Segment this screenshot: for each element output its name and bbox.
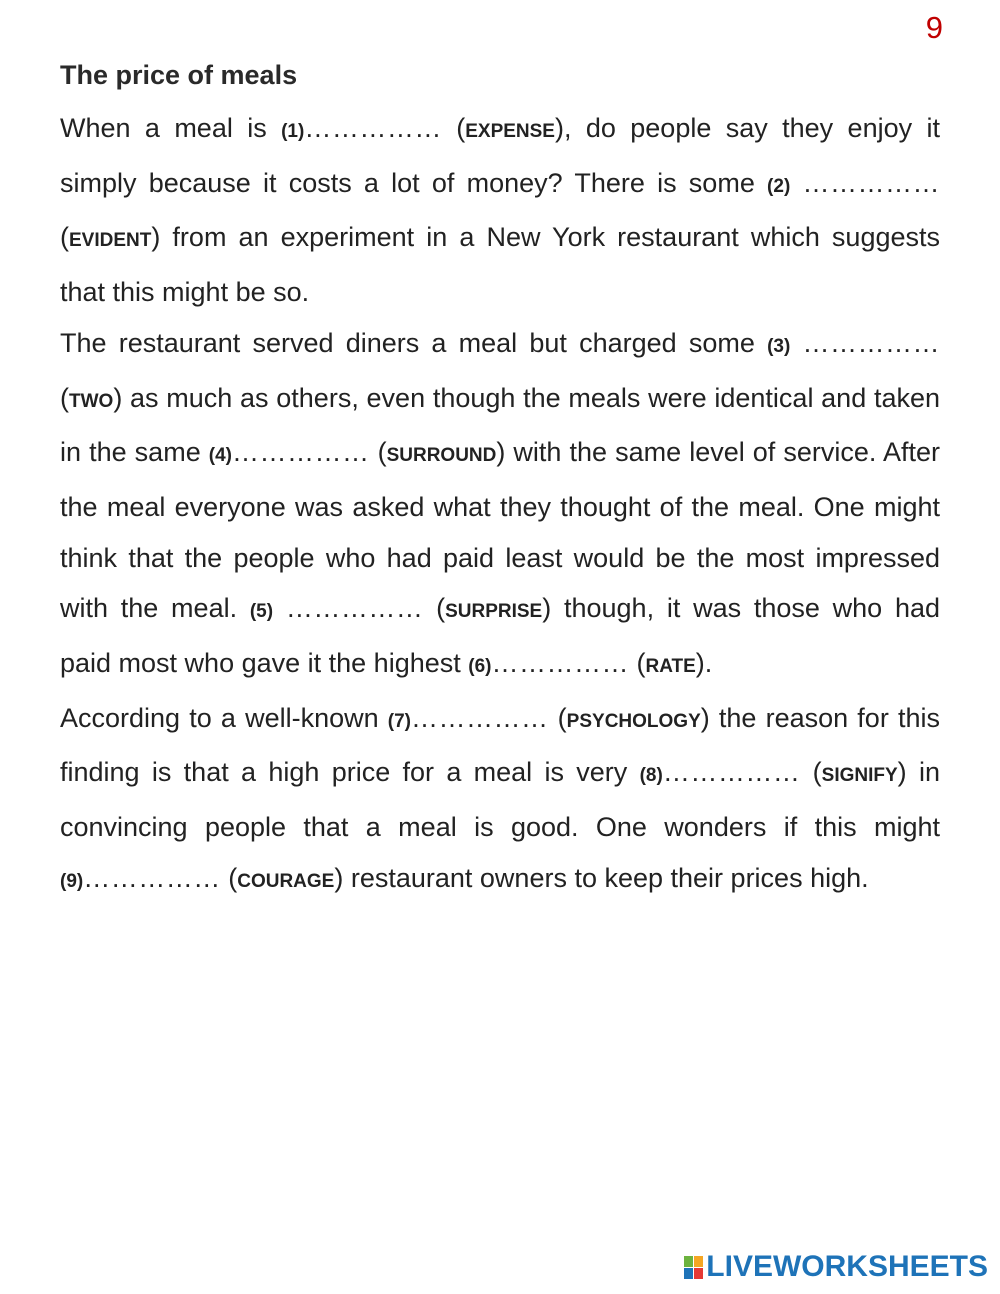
answer-blank-4[interactable]: …………… xyxy=(232,437,370,468)
gap-number-7: (7) xyxy=(387,710,412,732)
liveworksheets-logo[interactable] xyxy=(684,1250,988,1284)
page-number: 9 xyxy=(925,10,943,45)
keyword-5: SURPRISE xyxy=(445,601,543,623)
gap-number-5: (5) xyxy=(249,601,274,623)
answer-blank-9[interactable]: …………… xyxy=(83,862,221,893)
keyword-6: RATE xyxy=(645,656,696,678)
answer-blank-2[interactable]: …………… xyxy=(802,167,940,198)
gap-number-4: (4) xyxy=(208,445,233,467)
keyword-2: EVIDENT xyxy=(69,230,152,252)
gap-number-1: (1) xyxy=(281,121,305,142)
answer-blank-6[interactable]: …………… xyxy=(491,648,629,679)
keyword-1: EXPENSE xyxy=(465,121,555,142)
liveworksheets-logo-text: LIVEWORKSHEETS xyxy=(706,1250,988,1283)
paragraph-3: According to a well-known (7)…………… (PSYCHOLOGY) the reason for this finding is that a high price for a meal is very (8)…………… (SIGNIFY) in convincing people that a meal is good. One wonders if this might (9)…………… (COURAGE) restaurant owners to keep their prices high. xyxy=(60,702,940,893)
page-title: The price of meals xyxy=(60,60,298,90)
paragraph-1: When a meal is (1)…………… (EXPENSE), do people say they enjoy it simply because it costs a lot of money? There is some (2) …………… (EVIDENT) from an experiment in a New York restaurant which suggests that this might be so. xyxy=(60,113,940,308)
exercise-text xyxy=(60,103,940,908)
liveworksheets-logo-icon xyxy=(684,1256,703,1279)
gap-number-2: (2) xyxy=(767,175,791,197)
gap-number-6: (6) xyxy=(468,656,492,678)
keyword-9: COURAGE xyxy=(237,870,335,892)
answer-blank-5[interactable]: …………… xyxy=(285,593,424,624)
keyword-4: SURROUND xyxy=(386,445,497,467)
answer-blank-1[interactable]: …………… xyxy=(304,113,442,143)
keyword-8: SIGNIFY xyxy=(821,765,898,787)
answer-blank-8[interactable]: …………… xyxy=(662,757,801,788)
paragraph-2: The restaurant served diners a meal but charged some (3) …………… (TWO) as much as others, even though the meals were identical and taken in the same (4)…………… (SURROUND) with the same level of service. After the meal everyone was asked what they thought of the meal. One might think that the people who had paid least would be the most impressed with the meal. (5) …………… (SURPRISE) though, it was those who had paid most who gave it the highest (6)…………… (RATE). xyxy=(60,327,940,679)
keyword-7: PSYCHOLOGY xyxy=(566,710,701,732)
answer-blank-3[interactable]: …………… xyxy=(802,327,940,358)
keyword-3: TWO xyxy=(69,390,114,412)
gap-number-3: (3) xyxy=(767,335,791,357)
gap-number-9: (9) xyxy=(60,870,84,892)
gap-number-8: (8) xyxy=(639,765,663,787)
answer-blank-7[interactable]: …………… xyxy=(411,702,549,733)
